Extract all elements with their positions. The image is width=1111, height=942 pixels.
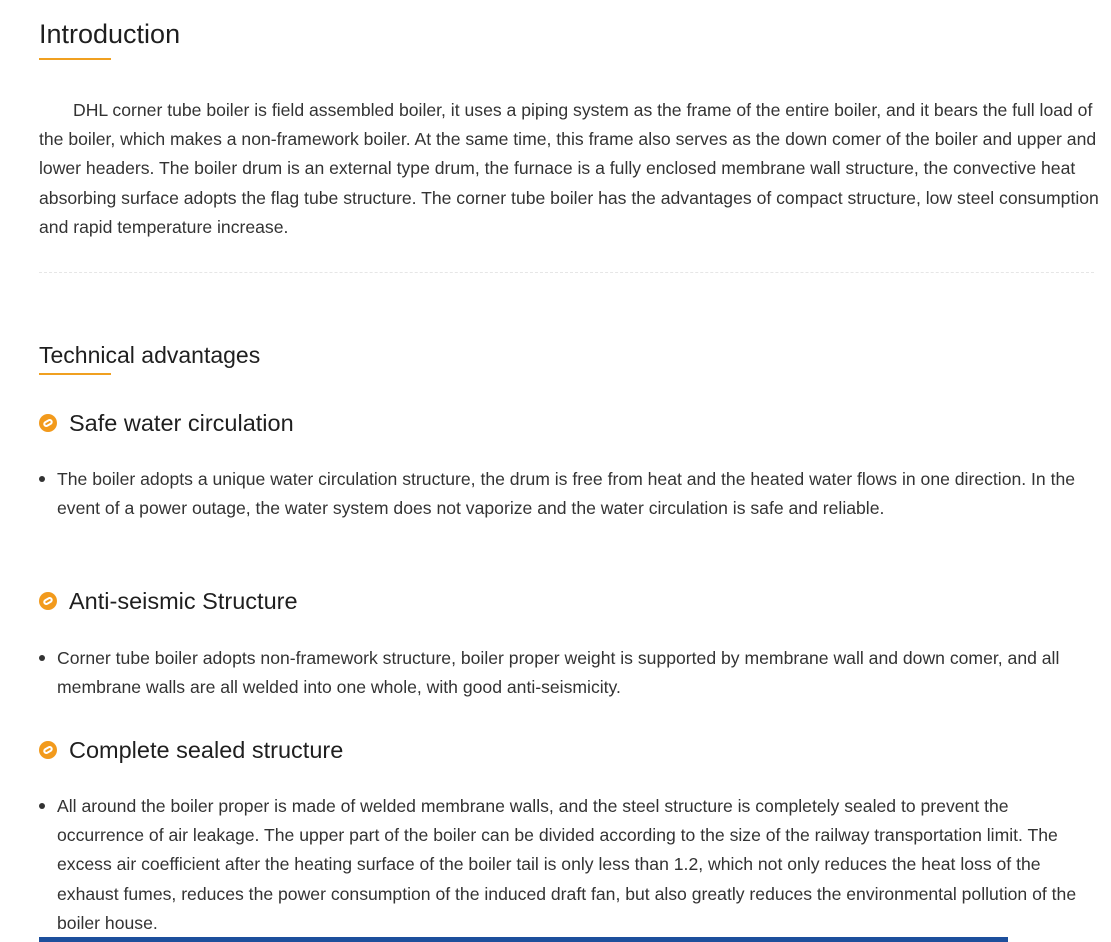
advantage-text-sealed: All around the boiler proper is made of welded membrane walls, and the steel structure is completely sealed to prevent the occurrence of air leakage. The upper part of the boiler can be divided according to the size of the railway transportation limit. The excess air coefficient after the heating surface of the boiler tail is only less than 1.2, which not only reduces the heat loss of the exhaust fumes, reduces the power consumption of the induced draft fan, but also greatly reduces the environmental pollution of the boiler house. xyxy=(57,796,1077,933)
advantage-text-anti-seismic: Corner tube boiler adopts non-framework structure, boiler proper weight is supported by membrane wall and down comer, and all membrane walls are all welded into one whole, with good anti-seismicity. xyxy=(57,648,1060,698)
orange-circle-icon xyxy=(39,592,57,610)
section-divider xyxy=(39,272,1094,273)
advantage-heading-sealed xyxy=(39,733,343,767)
advantage-heading-label: Safe water circulation xyxy=(69,410,294,436)
introduction-title: Introduction xyxy=(39,19,181,49)
technical-advantages-title: Technical advantages xyxy=(39,342,261,368)
bullet-dot xyxy=(39,803,45,809)
advantage-heading-label: Complete sealed structure xyxy=(69,737,344,763)
orange-circle-icon xyxy=(39,741,57,759)
advantage-heading-anti-seismic xyxy=(39,584,298,618)
advantage-text-safe-water: The boiler adopts a unique water circulation structure, the drum is free from heat and the heated water flows in one direction. In the event of a power outage, the water system does not vaporize and the water circulation is safe and reliable. xyxy=(57,469,1076,519)
bullet-dot xyxy=(39,655,45,661)
bottom-blue-bar xyxy=(39,937,1008,942)
orange-circle-icon xyxy=(39,414,57,432)
technical-advantages-title-underline xyxy=(39,373,111,375)
advantage-heading-label: Anti-seismic Structure xyxy=(69,588,298,614)
advantage-heading-safe-water xyxy=(39,406,294,440)
bullet-dot xyxy=(39,476,45,482)
introduction-text: DHL corner tube boiler is field assembled boiler, it uses a piping system as the frame of the entire boiler, and it bears the full load of the boiler, which makes a non-framework boiler. At the same time, this frame also serves as the down comer of the boiler and upper and lower headers. The boiler drum is an external type drum, the furnace is a fully enclosed membrane wall structure, the convective heat absorbing surface adopts the flag tube structure. The corner tube boiler has the advantages of compact structure, low steel consumption and rapid temperature increase. xyxy=(39,100,1099,237)
introduction-title-underline xyxy=(39,58,111,60)
